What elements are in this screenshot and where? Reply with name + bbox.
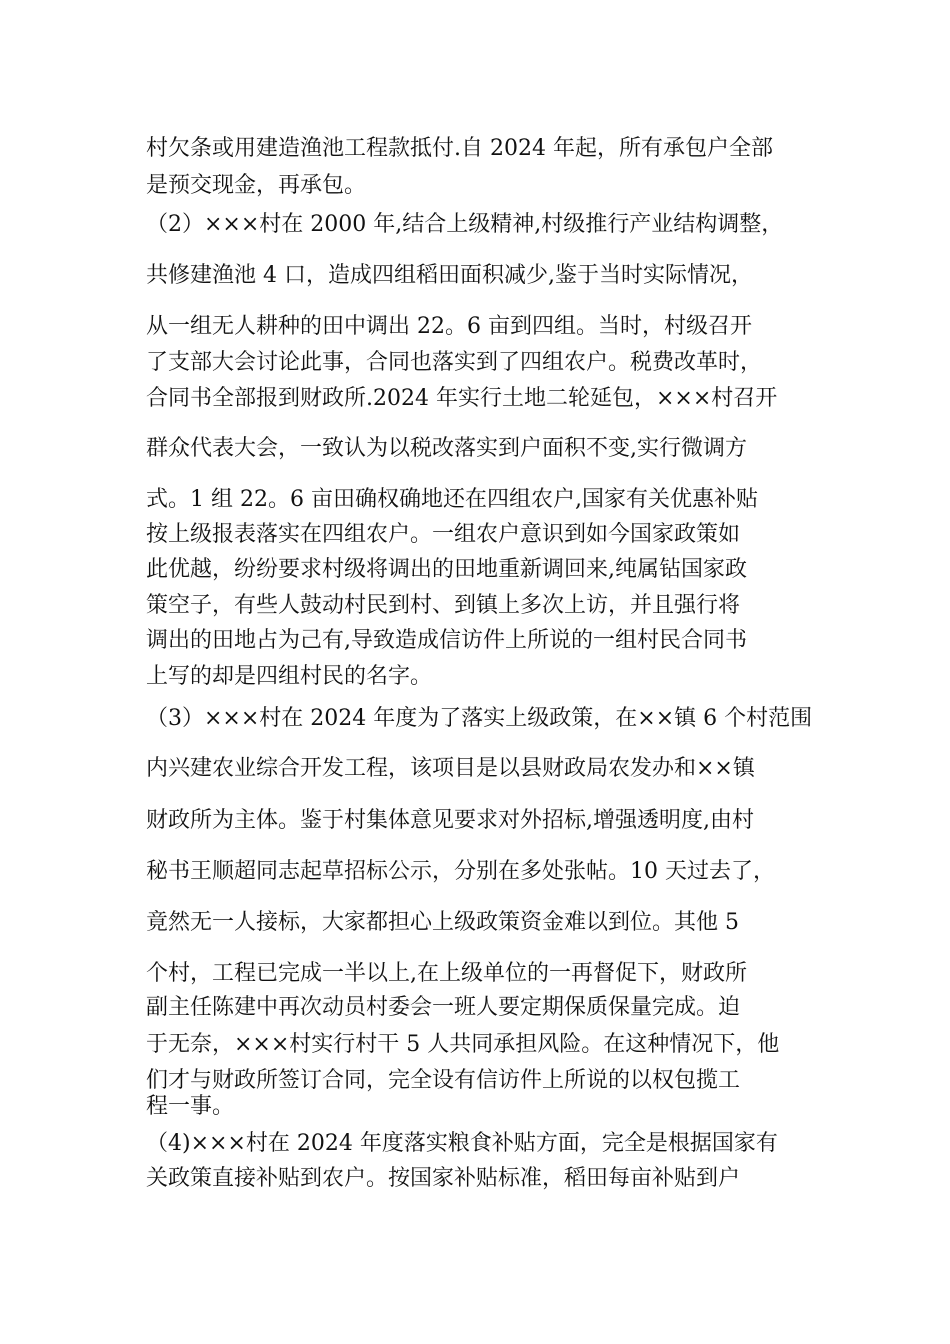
text-line: （3）×××村在 2024 年度为了落实上级政策，在××镇 6 个村范围 [146, 706, 813, 731]
text-line: 从一组无人耕种的田中调出 22。6 亩到四组。当时，村级召开 [146, 314, 752, 339]
text-line: 秘书王顺超同志起草招标公示，分别在多处张帖。10 天过去了， [146, 859, 775, 884]
text-line: 关政策直接补贴到农户。按国家补贴标准，稻田每亩补贴到户 [146, 1166, 741, 1191]
text-line: 程一事。 [146, 1094, 235, 1119]
text-line: 共修建渔池 4 口，造成四组稻田面积减少,鉴于当时实际情况， [146, 263, 753, 288]
text-line: 竟然无一人接标，大家都担心上级政策资金难以到位。其他 5 [146, 910, 739, 935]
text-line: 合同书全部报到财政所.2024 年实行土地二轮延包，×××村召开 [146, 386, 778, 411]
text-line: 此优越，纷纷要求村级将调出的田地重新调回来,纯属钻国家政 [146, 557, 747, 582]
text-line: 村欠条或用建造渔池工程款抵付.自 2024 年起，所有承包户全部 [146, 136, 773, 161]
text-line: （2）×××村在 2000 年,结合上级精神,村级推行产业结构调整， [146, 212, 784, 237]
text-line: 按上级报表落实在四组农户。一组农户意识到如今国家政策如 [146, 522, 741, 547]
text-line: 式。1 组 22。6 亩田确权确地还在四组农户,国家有关优惠补贴 [146, 487, 758, 512]
text-line: 们才与财政所签订合同，完全设有信访件上所说的以权包揽工 [146, 1068, 741, 1093]
text-line: 是预交现金，再承包。 [146, 173, 367, 198]
text-line: 群众代表大会，一致认为以税改落实到户面积不变,实行微调方 [146, 436, 747, 461]
text-line: 于无奈，×××村实行村干 5 人共同承担风险。在这种情况下，他 [146, 1032, 780, 1057]
text-line: 策空子，有些人鼓动村民到村、到镇上多次上访，并且强行将 [146, 593, 741, 618]
text-line: 内兴建农业综合开发工程，该项目是以县财政局农发办和××镇 [146, 756, 755, 781]
text-line: 财政所为主体。鉴于村集体意见要求对外招标,增强透明度,由村 [146, 808, 754, 833]
text-line: （4)×××村在 2024 年度落实粮食补贴方面，完全是根据国家有 [146, 1131, 778, 1156]
text-line: 上写的却是四组村民的名字。 [146, 664, 433, 689]
text-line: 了支部大会讨论此事，合同也落实到了四组农户。税费改革时， [146, 350, 763, 375]
text-line: 调出的田地占为己有,导致造成信访件上所说的一组村民合同书 [146, 628, 747, 653]
text-line: 副主任陈建中再次动员村委会一班人要定期保质保量完成。迫 [146, 995, 741, 1020]
text-line: 个村，工程已完成一半以上,在上级单位的一再督促下，财政所 [146, 961, 747, 986]
